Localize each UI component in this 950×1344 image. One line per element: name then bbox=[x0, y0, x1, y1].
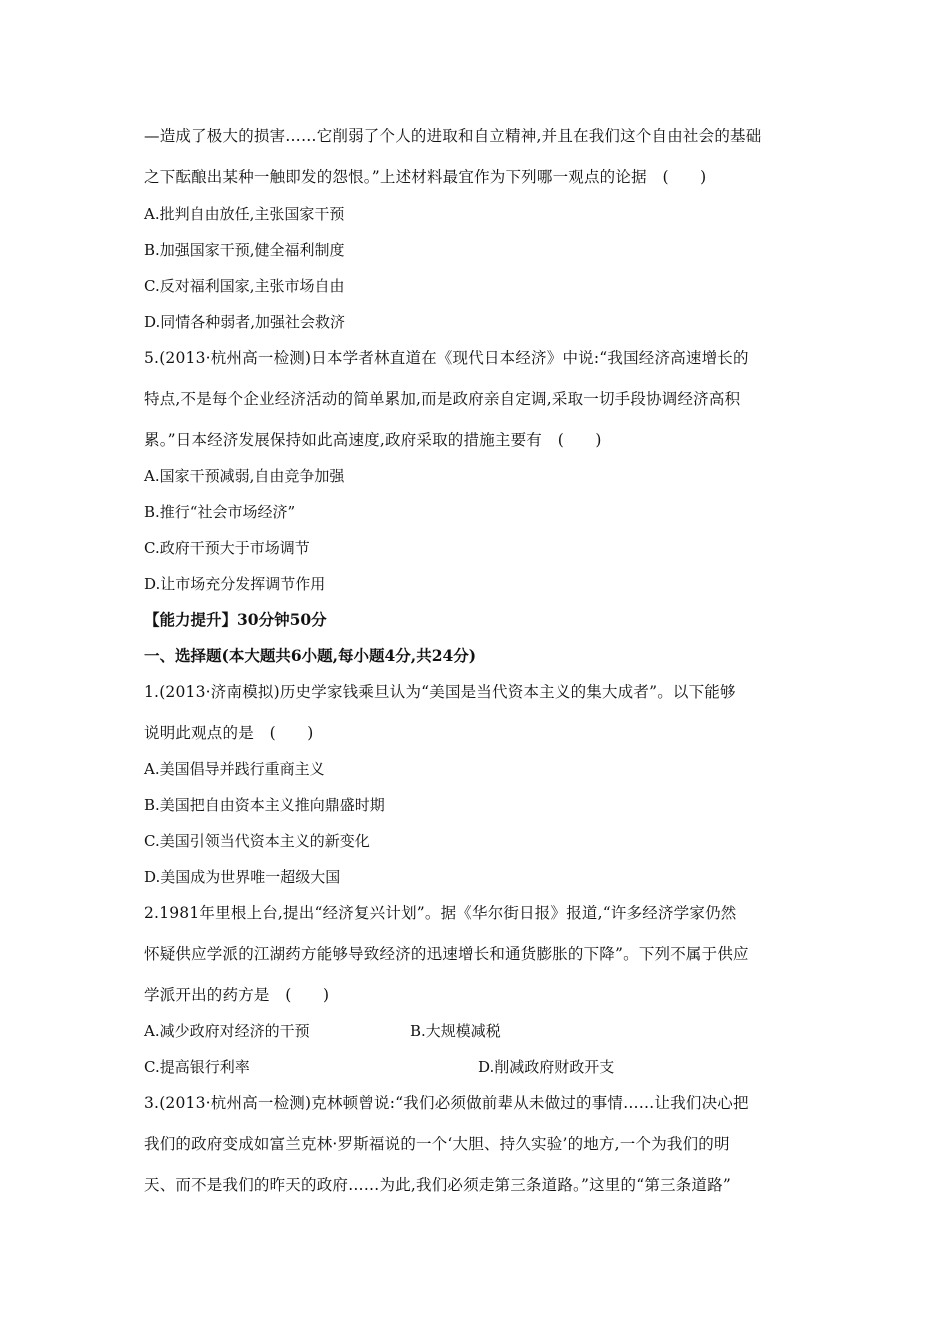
q5-option-a: A.国家干预减弱,自由竞争加强 bbox=[144, 467, 345, 485]
q3-text-line: 我们的政府变成如富兰克林·罗斯福说的一个‘大胆、持久实验’的地方,一个为我们的明 bbox=[144, 1135, 730, 1153]
q5-option-c: C.政府干预大于市场调节 bbox=[144, 539, 310, 557]
q2-option-d: D.削减政府财政开支 bbox=[478, 1058, 615, 1076]
q2-text-line: 2.1981年里根上台,提出“经济复兴计划”。据《华尔街日报》报道,“许多经济学家仍然 bbox=[144, 904, 737, 922]
q1-text-line: 1.(2013·济南模拟)历史学家钱乘旦认为“美国是当代资本主义的集大成者”。以下能够 bbox=[144, 683, 736, 701]
q5-option-b: B.推行“社会市场经济” bbox=[144, 503, 296, 521]
q4-option-c: C.反对福利国家,主张市场自由 bbox=[144, 277, 345, 295]
q4-option-a: A.批判自由放任,主张国家干预 bbox=[144, 205, 345, 223]
q4-option-d: D.同情各种弱者,加强社会救济 bbox=[144, 313, 346, 331]
section-heading: 【能力提升】30分钟50分 bbox=[144, 610, 327, 629]
q2-text-line: 怀疑供应学派的江湖药方能够导致经济的迅速增长和通货膨胀的下降”。下列不属于供应 bbox=[144, 945, 749, 963]
q5-text-line: 特点,不是每个企业经济活动的简单累加,而是政府亲自定调,采取一切手段协调经济高积 bbox=[144, 390, 741, 408]
q5-text-line: 5.(2013·杭州高一检测)日本学者林直道在《现代日本经济》中说:“我国经济高速增长的 bbox=[144, 349, 749, 367]
q2-option-b: B.大规模减税 bbox=[410, 1022, 501, 1040]
q1-text-line: 说明此观点的是 ( ) bbox=[144, 724, 314, 742]
q2-option-c: C.提高银行利率 bbox=[144, 1058, 250, 1076]
q4-text-line: —造成了极大的损害……它削弱了个人的进取和自立精神,并且在我们这个自由社会的基础 bbox=[144, 127, 762, 145]
q2-option-a: A.减少政府对经济的干预 bbox=[144, 1022, 310, 1040]
q4-option-b: B.加强国家干预,健全福利制度 bbox=[144, 241, 345, 259]
q1-option-d: D.美国成为世界唯一超级大国 bbox=[144, 868, 341, 886]
q1-option-b: B.美国把自由资本主义推向鼎盛时期 bbox=[144, 796, 385, 814]
q5-text-line: 累。”日本经济发展保持如此高速度,政府采取的措施主要有 ( ) bbox=[144, 431, 602, 449]
q1-option-a: A.美国倡导并践行重商主义 bbox=[144, 760, 325, 778]
q4-text-line: 之下酝酿出某种一触即发的怨恨。”上述材料最宜作为下列哪一观点的论据 ( ) bbox=[144, 168, 707, 186]
q3-text-line: 3.(2013·杭州高一检测)克林顿曾说:“我们必须做前辈从未做过的事情……让我们决心把 bbox=[144, 1094, 749, 1112]
q5-option-d: D.让市场充分发挥调节作用 bbox=[144, 575, 326, 593]
q3-text-line: 天、而不是我们的昨天的政府……为此,我们必须走第三条道路。”这里的“第三条道路” bbox=[144, 1176, 731, 1194]
q2-text-line: 学派开出的药方是 ( ) bbox=[144, 986, 330, 1004]
q1-option-c: C.美国引领当代资本主义的新变化 bbox=[144, 832, 370, 850]
subsection-heading: 一、选择题(本大题共6小题,每小题4分,共24分) bbox=[144, 646, 477, 665]
